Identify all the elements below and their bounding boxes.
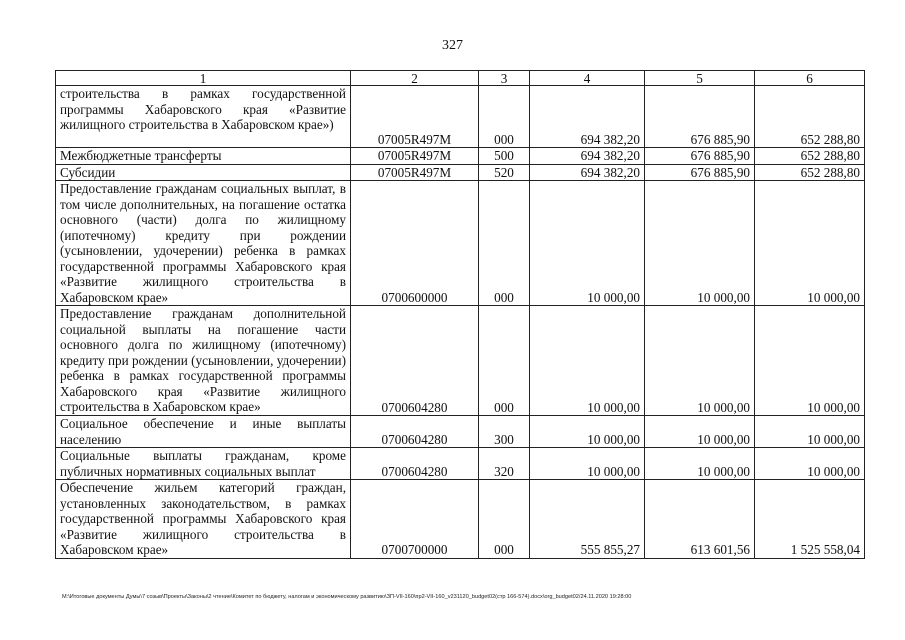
header-col-5: 5 <box>645 71 755 86</box>
row-value-3: 652 288,80 <box>755 148 865 165</box>
row-value-3: 10 000,00 <box>755 448 865 480</box>
row-value-1: 10 000,00 <box>530 448 645 480</box>
row-value-3: 652 288,80 <box>755 164 865 181</box>
table-row <box>56 306 865 416</box>
row-code: 07005R497M <box>351 148 479 165</box>
table-row <box>56 86 865 148</box>
row-code: 0700604280 <box>351 416 479 448</box>
row-type: 300 <box>479 416 530 448</box>
page-number: 327 <box>442 38 463 53</box>
row-value-3: 10 000,00 <box>755 306 865 416</box>
row-value-1: 10 000,00 <box>530 306 645 416</box>
row-value-1: 10 000,00 <box>530 181 645 306</box>
row-name: Предоставление гражданам дополнительной социальной выплаты на погашение части основного долга по жилищному (ипотечному) кредиту при рождении (усыновлении, удочерении) ребенка в рамках государственной программы Хабаровского края «Развитие жилищного строительства в Хабаровском крае» <box>56 306 351 416</box>
row-value-3: 10 000,00 <box>755 181 865 306</box>
row-value-3: 1 525 558,04 <box>755 480 865 559</box>
header-col-3: 3 <box>479 71 530 86</box>
row-code: 07005R497M <box>351 86 479 148</box>
row-code: 0700700000 <box>351 480 479 559</box>
row-name: Субсидии <box>56 164 351 181</box>
row-name: строительства в рамках государственной программы Хабаровского края «Развитие жилищного строительства в Хабаровском крае») <box>56 86 351 148</box>
row-value-1: 694 382,20 <box>530 86 645 148</box>
table-row <box>56 480 865 559</box>
row-type: 320 <box>479 448 530 480</box>
row-value-3: 10 000,00 <box>755 416 865 448</box>
row-name: Социальные выплаты гражданам, кроме публичных нормативных социальных выплат <box>56 448 351 480</box>
row-type: 000 <box>479 181 530 306</box>
header-col-2: 2 <box>351 71 479 86</box>
row-value-2: 10 000,00 <box>645 181 755 306</box>
budget-table <box>55 70 865 559</box>
document-path-footer: M:\Итоговые документы Думы\7 созыв\Проекты\Законы\2 чтение\Комитет по бюджету, налогам и экономическому развитию\ЗП-VII-160\пр2-VII-160_v231120_budget02(стр 166-574).docx\org_budget02/24.11.2020 19:28:00 <box>62 594 632 600</box>
row-value-2: 676 885,90 <box>645 86 755 148</box>
row-code: 0700604280 <box>351 306 479 416</box>
header-col-4: 4 <box>530 71 645 86</box>
row-type: 520 <box>479 164 530 181</box>
row-name: Социальное обеспечение и иные выплаты населению <box>56 416 351 448</box>
row-name: Обеспечение жильем категорий граждан, установленных законодательством, в рамках государственной программы Хабаровского края «Развитие жилищного строительства в Хабаровском крае» <box>56 480 351 559</box>
row-value-2: 10 000,00 <box>645 306 755 416</box>
row-type: 000 <box>479 480 530 559</box>
table-row <box>56 416 865 448</box>
row-value-2: 676 885,90 <box>645 148 755 165</box>
row-value-2: 10 000,00 <box>645 448 755 480</box>
header-col-1: 1 <box>56 71 351 86</box>
row-type: 000 <box>479 86 530 148</box>
row-value-3: 652 288,80 <box>755 86 865 148</box>
row-code: 07005R497M <box>351 164 479 181</box>
row-value-1: 694 382,20 <box>530 148 645 165</box>
table-row <box>56 448 865 480</box>
row-name: Предоставление гражданам социальных выплат, в том числе дополнительных, на погашение остатка основного (части) долга по жилищному (ипотечному) кредиту при рождении (усыновлении, удочерении) ребенка в рамках государственной программы Хабаровского края «Развитие жилищного строительства в Хабаровском крае» <box>56 181 351 306</box>
row-value-1: 694 382,20 <box>530 164 645 181</box>
table-row <box>56 148 865 165</box>
row-value-1: 10 000,00 <box>530 416 645 448</box>
row-name: Межбюджетные трансферты <box>56 148 351 165</box>
row-value-1: 555 855,27 <box>530 480 645 559</box>
row-code: 0700604280 <box>351 448 479 480</box>
table-header-row <box>56 71 865 86</box>
row-code: 0700600000 <box>351 181 479 306</box>
header-col-6: 6 <box>755 71 865 86</box>
row-type: 000 <box>479 306 530 416</box>
row-value-2: 613 601,56 <box>645 480 755 559</box>
row-type: 500 <box>479 148 530 165</box>
table-row <box>56 164 865 181</box>
table-row <box>56 181 865 306</box>
row-value-2: 10 000,00 <box>645 416 755 448</box>
row-value-2: 676 885,90 <box>645 164 755 181</box>
